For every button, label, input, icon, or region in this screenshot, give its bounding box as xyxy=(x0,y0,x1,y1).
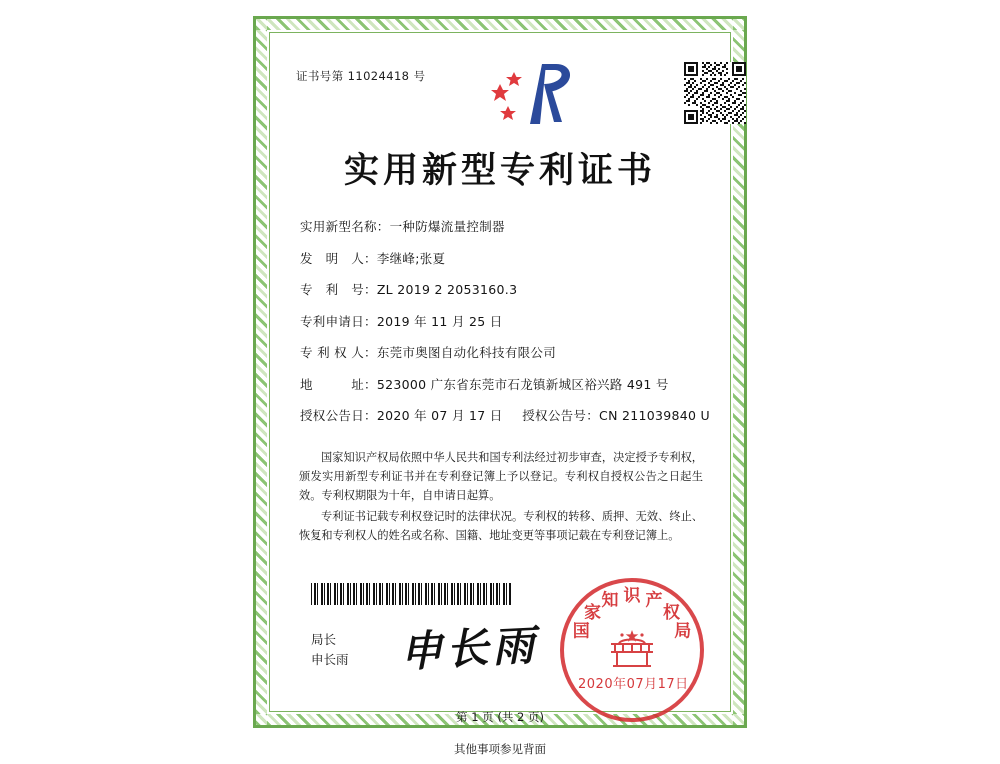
page-title: 实用新型专利证书 xyxy=(343,151,656,191)
certificate-fields xyxy=(300,217,710,424)
field-patentee xyxy=(300,343,710,361)
qr-code xyxy=(684,62,746,124)
seal-char: 局 xyxy=(674,621,692,642)
seal-char: 家 xyxy=(584,603,602,624)
cnipa-logo-icon xyxy=(484,56,584,132)
field-label: 专 利 号： xyxy=(300,282,377,297)
legal-text xyxy=(299,448,703,547)
national-ip-administration-seal xyxy=(560,578,704,722)
page-number: 第 1 页 (共 2 页) xyxy=(456,710,544,724)
field-grant-publication xyxy=(300,406,710,424)
barcode xyxy=(311,583,511,605)
field-value: 2019 年 11 月 25 日 xyxy=(376,313,503,329)
field-label: 实用新型名称： xyxy=(300,219,390,234)
field-address xyxy=(300,375,710,393)
field-value: 523000 广东省东莞市石龙镇新城区裕兴路 491 号 xyxy=(376,376,669,392)
field-label: 地 址： xyxy=(300,376,377,392)
field-label: 发 明 人： xyxy=(300,250,377,266)
director-title-label: 局长 xyxy=(311,632,337,647)
grant-number-label: 授权公告号： xyxy=(522,408,600,423)
seal-char: 权 xyxy=(662,603,680,624)
seal-char: 知 xyxy=(601,590,619,611)
field-utility-model-name xyxy=(300,217,710,235)
grant-date-value: 2020 年 07 月 17 日 xyxy=(376,408,503,423)
grant-number-value: CN 211039840 U xyxy=(599,408,710,423)
field-value: 一种防爆流量控制器 xyxy=(389,219,505,234)
field-value: ZL 2019 2 2053160.3 xyxy=(376,282,518,297)
field-value: 李继峰;张夏 xyxy=(376,250,446,266)
legal-paragraph-2: 专利证书记载专利权登记时的法律状况。专利权的转移、质押、无效、终止、恢复和专利权人的姓名或名称、国籍、地址变更等事项记载在专利登记簿上。 xyxy=(299,510,703,542)
field-patent-number xyxy=(300,280,710,298)
seal-date: 2020年07月17日 xyxy=(578,677,689,692)
certificate-number: 证书号第 11024418 号 xyxy=(296,69,426,83)
field-label: 专 利 权 人： xyxy=(300,345,377,360)
director-name-label: 申长雨 xyxy=(311,652,349,667)
legal-paragraph-1: 国家知识产权局依照中华人民共和国专利法经过初步审查，决定授予专利权，颁发实用新型专利证书并在专利登记簿上予以登记。专利权自授权公告之日起生效。专利权期限为十年，自申请日起算。 xyxy=(299,451,703,502)
signature-labels xyxy=(311,630,349,670)
seal-char: 国 xyxy=(572,621,590,642)
footer-note: 其他事项参见背面 xyxy=(454,742,546,756)
director-handwritten-signature: 申长雨 xyxy=(398,620,540,677)
national-emblem-icon xyxy=(605,626,659,680)
field-application-date xyxy=(300,312,710,330)
seal-char: 识 xyxy=(623,586,641,606)
field-inventor xyxy=(300,249,710,267)
field-value: 东莞市奥图自动化科技有限公司 xyxy=(376,345,557,360)
seal-char: 产 xyxy=(645,590,663,611)
grant-date-label: 授权公告日： xyxy=(300,408,377,423)
field-label: 专利申请日： xyxy=(300,313,377,329)
